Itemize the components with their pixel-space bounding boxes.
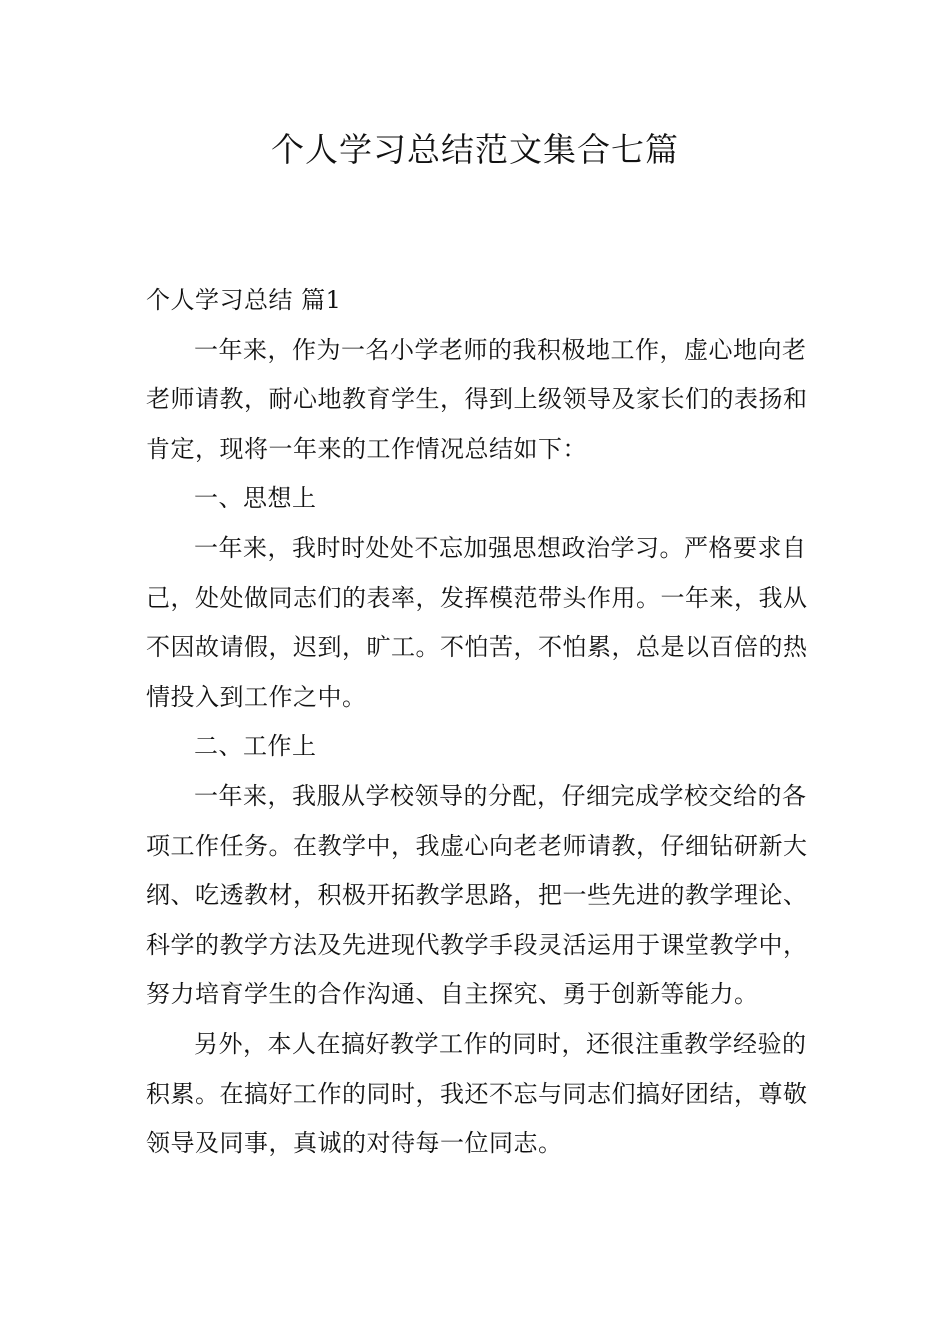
heading-work: 二、工作上: [194, 732, 317, 761]
paragraph-additional: 另外，本人在搞好教学工作的同时，还很注重教学经验的积累。在搞好工作的同时，我还不忘与同志们搞好团结，尊敬领导及同事，真诚的对待每一位同志。: [146, 1029, 808, 1158]
document-body: [146, 276, 808, 1169]
paragraph-work: 一年来，我服从学校领导的分配，仔细完成学校交给的各项工作任务。在教学中，我虚心向老老师请教，仔细钻研新大纲、吃透教材，积极开拓教学思路，把一些先进的教学理论、科学的教学方法及先进现代教学手段灵活运用于课堂教学中，努力培育学生的合作沟通、自主探究、勇于创新等能力。: [146, 781, 808, 1009]
paragraph-intro: 一年来，作为一名小学老师的我积极地工作，虚心地向老老师请教，耐心地教育学生，得到上级领导及家长们的表扬和肯定，现将一年来的工作情况总结如下：: [146, 335, 808, 463]
section-label: 个人学习总结 篇1: [146, 286, 342, 314]
document-title: 个人学习总结范文集合七篇: [271, 130, 679, 169]
paragraph-thought: 一年来，我时时处处不忘加强思想政治学习。严格要求自己，处处做同志们的表率，发挥模范带头作用。一年来，我从不因故请假，迟到，旷工。不怕苦，不怕累，总是以百倍的热情投入到工作之中。: [146, 533, 808, 711]
heading-thought: 一、思想上: [194, 484, 317, 513]
